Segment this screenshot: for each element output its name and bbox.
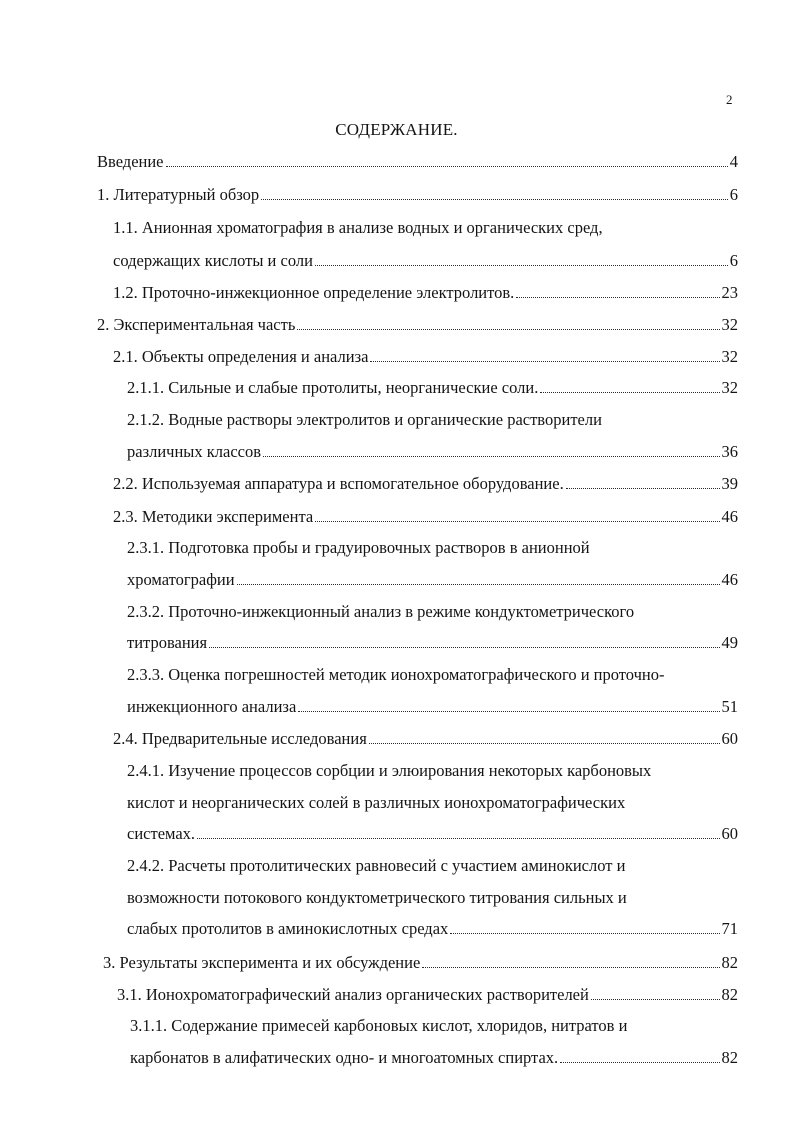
toc-entry-page: 49 xyxy=(721,633,738,652)
toc-entry-page: 32 xyxy=(721,347,738,366)
toc-entry-2-4[interactable] xyxy=(113,728,738,750)
page-title: СОДЕРЖАНИЕ. xyxy=(335,120,458,139)
toc-entry-text: содержащих кислоты и соли xyxy=(113,251,313,270)
toc-entry-page: 4 xyxy=(729,152,738,171)
toc-entry-text: инжекционного анализа xyxy=(127,697,297,716)
dot-leader xyxy=(297,329,719,330)
toc-entry-2-2[interactable] xyxy=(113,473,738,495)
dot-leader xyxy=(166,166,728,167)
toc-entry-text: 2.1.1. Сильные и слабые протолиты, неорганические соли. xyxy=(127,378,539,397)
dot-leader xyxy=(540,392,719,393)
toc-entry-page: 39 xyxy=(721,474,738,493)
dot-leader xyxy=(370,361,719,362)
toc-entry-page: 60 xyxy=(721,729,738,748)
dot-leader xyxy=(263,456,719,457)
dot-leader xyxy=(197,838,719,839)
toc-entry-text: 2.3. Методики эксперимента xyxy=(113,507,314,526)
toc-entry-text: хроматографии xyxy=(127,570,235,589)
dot-leader xyxy=(566,488,720,489)
toc-entry-1-1-line1: 1.1. Анионная хроматография в анализе водных и органических сред, xyxy=(113,218,603,237)
toc-entry-page: 32 xyxy=(721,378,738,397)
dot-leader xyxy=(422,967,719,968)
toc-entry-page: 6 xyxy=(729,251,738,270)
toc-entry-2-3[interactable] xyxy=(113,506,738,528)
toc-entry-2-4-2[interactable] xyxy=(127,918,738,940)
toc-entry-text: 2.2. Используемая аппаратура и вспомогательное оборудование. xyxy=(113,474,564,493)
toc-entry-text: 3. Результаты эксперимента и их обсуждение xyxy=(103,953,421,972)
toc-entry-text: слабых протолитов в аминокислотных средах xyxy=(127,919,449,938)
toc-entry-2-1[interactable] xyxy=(113,346,738,368)
toc-entry-text: 1. Литературный обзор xyxy=(97,185,260,204)
toc-entry-page: 36 xyxy=(721,442,738,461)
toc-entry-2-3-2[interactable] xyxy=(127,632,738,654)
toc-entry-text: титрования xyxy=(127,633,208,652)
toc-entry-2[interactable] xyxy=(97,314,738,336)
toc-entry-page: 46 xyxy=(721,570,738,589)
dot-leader xyxy=(450,933,719,934)
toc-entry-page: 71 xyxy=(721,919,738,938)
toc-entry-3-1-1[interactable] xyxy=(130,1047,738,1069)
dot-leader xyxy=(369,743,720,744)
toc-entry-page: 82 xyxy=(721,1048,738,1067)
dot-leader xyxy=(237,584,720,585)
toc-entry-3-1[interactable] xyxy=(117,984,738,1006)
toc-entry-2-4-2-line2: возможности потокового кондуктометрического титрования сильных и xyxy=(127,888,627,907)
toc-entry-1-1[interactable] xyxy=(113,250,738,272)
dot-leader xyxy=(315,265,728,266)
toc-entry-text: 3.1. Ионохроматографический анализ органических растворителей xyxy=(117,985,589,1004)
toc-entry-text: 1.2. Проточно-инжекционное определение электролитов. xyxy=(113,283,515,302)
toc-entry-2-3-3[interactable] xyxy=(127,696,738,718)
dot-leader xyxy=(261,199,728,200)
toc-entry-1[interactable] xyxy=(97,184,738,206)
toc-entry-text: 2.1. Объекты определения и анализа xyxy=(113,347,369,366)
toc-entry-2-1-1[interactable] xyxy=(127,377,738,399)
toc-entry-1-2[interactable] xyxy=(113,282,738,304)
toc-entry-2-1-2[interactable] xyxy=(127,441,738,463)
toc-entry-text: 2.4. Предварительные исследования xyxy=(113,729,367,748)
toc-entry-2-4-1-line1: 2.4.1. Изучение процессов сорбции и элюирования некоторых карбоновых xyxy=(127,761,652,780)
toc-entry-2-4-1[interactable] xyxy=(127,823,738,845)
toc-entry-page: 82 xyxy=(721,985,738,1004)
toc-entry-2-3-3-line1: 2.3.3. Оценка погрешностей методик ионохроматографического и проточно- xyxy=(127,665,665,684)
toc-entry-2-3-1-line1: 2.3.1. Подготовка пробы и градуировочных растворов в анионной xyxy=(127,538,590,557)
toc-entry-2-4-1-line2: кислот и неорганических солей в различных ионохроматографических xyxy=(127,793,626,812)
toc-entry-2-1-2-line1: 2.1.2. Водные растворы электролитов и органические растворители xyxy=(127,410,602,429)
page-number: 2 xyxy=(726,92,733,107)
toc-entry-text: карбонатов в алифатических одно- и многоатомных спиртах. xyxy=(130,1048,559,1067)
dot-leader xyxy=(298,711,719,712)
toc-entry-page: 6 xyxy=(729,185,738,204)
dot-leader xyxy=(516,297,719,298)
dot-leader xyxy=(315,521,719,522)
toc-entry-page: 46 xyxy=(721,507,738,526)
toc-entry-text: различных классов xyxy=(127,442,262,461)
toc-entry-2-3-1[interactable] xyxy=(127,569,738,591)
toc-entry-page: 82 xyxy=(721,953,738,972)
toc-entry-page: 60 xyxy=(721,824,738,843)
toc-entry-2-3-2-line1: 2.3.2. Проточно-инжекционный анализ в режиме кондуктометрического xyxy=(127,602,635,621)
toc-entry-text: Введение xyxy=(97,152,164,171)
toc-entry-page: 32 xyxy=(721,315,738,334)
toc-entry-page: 23 xyxy=(721,283,738,302)
dot-leader xyxy=(560,1062,719,1063)
dot-leader xyxy=(209,647,719,648)
toc-entry-page: 51 xyxy=(721,697,738,716)
toc-entry-3[interactable] xyxy=(103,952,738,974)
toc-entry-2-4-2-line1: 2.4.2. Расчеты протолитических равновесий с участием аминокислот и xyxy=(127,856,626,875)
toc-entry-3-1-1-line1: 3.1.1. Содержание примесей карбоновых кислот, хлоридов, нитратов и xyxy=(130,1016,628,1035)
toc-entry-text: системах. xyxy=(127,824,196,843)
toc-entry-intro[interactable] xyxy=(97,151,738,173)
dot-leader xyxy=(591,999,720,1000)
toc-entry-text: 2. Экспериментальная часть xyxy=(97,315,296,334)
